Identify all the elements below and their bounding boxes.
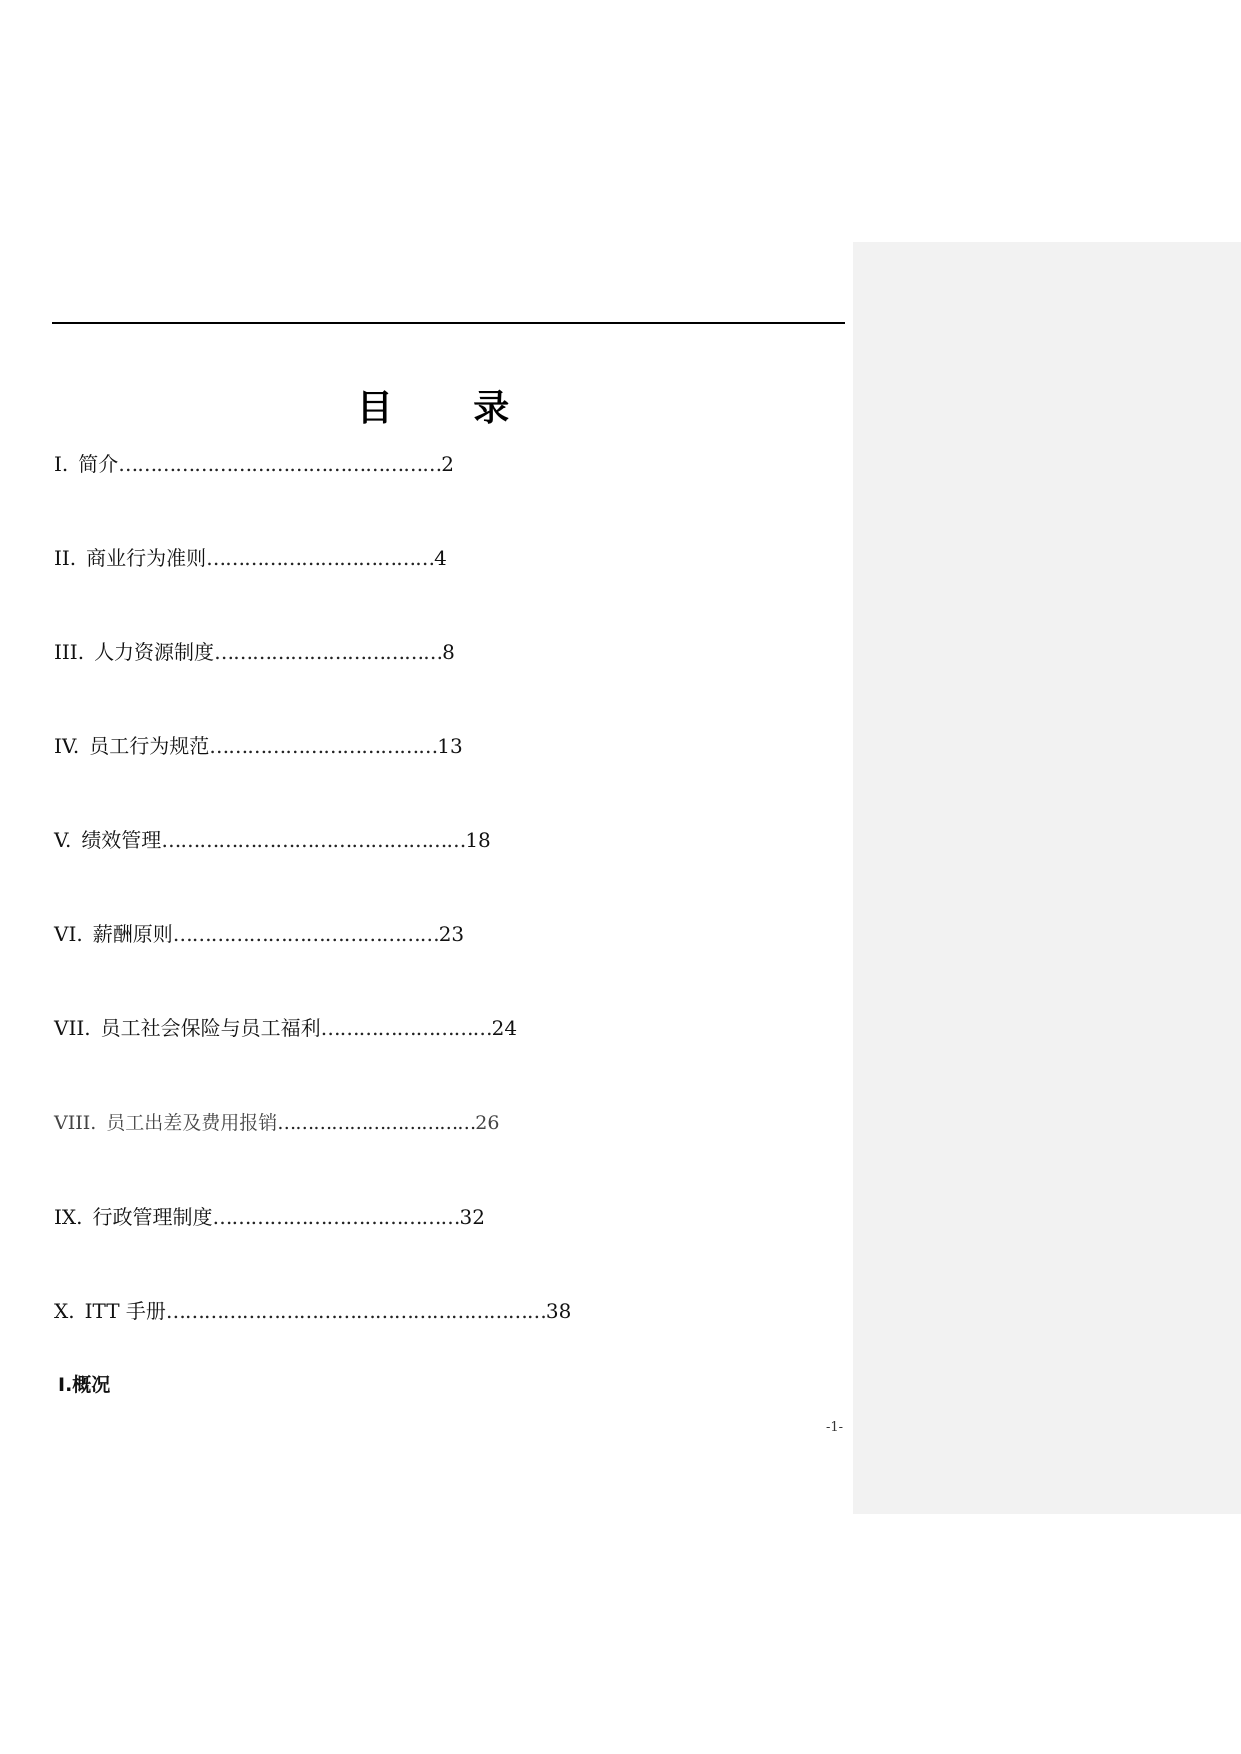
toc-entry-9[interactable] bbox=[54, 1202, 485, 1232]
toc-entry-title: 绩效管理 bbox=[81, 828, 162, 852]
toc-entry-6[interactable] bbox=[54, 919, 464, 949]
toc-entry-title: 人力资源制度 bbox=[94, 640, 215, 664]
toc-entry-3[interactable] bbox=[54, 637, 455, 667]
toc-entry-page: 32 bbox=[459, 1205, 485, 1229]
toc-leader-dots: ………………………………………… bbox=[161, 828, 466, 852]
toc-entry-number: X. bbox=[54, 1299, 75, 1323]
toc-leader-dots: …………………………………………… bbox=[118, 452, 442, 476]
toc-title: 目 录 bbox=[356, 388, 544, 429]
toc-entry-number: IV. bbox=[54, 734, 80, 758]
toc-entry-number: VI. bbox=[54, 922, 83, 946]
toc-entry-page: 23 bbox=[438, 922, 465, 946]
toc-entry-page: 24 bbox=[491, 1016, 518, 1040]
toc-entry-page: 38 bbox=[545, 1299, 572, 1323]
toc-entry-number: V. bbox=[54, 828, 72, 852]
toc-entry-number: VII. bbox=[54, 1016, 91, 1040]
toc-entry-title: 薪酬原则 bbox=[92, 922, 173, 946]
toc-entry-2[interactable] bbox=[54, 543, 447, 573]
toc-entry-title: 商业行为准则 bbox=[86, 546, 207, 570]
header-rule bbox=[52, 322, 845, 324]
toc-entry-title: 员工行为规范 bbox=[89, 734, 210, 758]
toc-entry-title: 员工社会保险与员工福利 bbox=[100, 1016, 321, 1040]
toc-entry-title: 简介 bbox=[78, 452, 119, 476]
toc-entry-title: 员工出差及费用报销 bbox=[106, 1112, 278, 1134]
toc-entry-7[interactable] bbox=[54, 1013, 517, 1043]
toc-entry-page: 2 bbox=[441, 452, 454, 476]
toc-leader-dots: …………………………………… bbox=[172, 922, 439, 946]
toc-entry-5[interactable] bbox=[54, 825, 491, 855]
toc-entry-title: ITT 手册 bbox=[84, 1299, 166, 1323]
toc-entry-page: 26 bbox=[475, 1112, 500, 1134]
toc-leader-dots: ………………………………… bbox=[212, 1205, 460, 1229]
toc-entry-number: II. bbox=[54, 546, 77, 570]
toc-entry-page: 4 bbox=[434, 546, 447, 570]
toc-leader-dots: …………………………………………………… bbox=[165, 1299, 546, 1323]
toc-leader-dots: ……………………… bbox=[320, 1016, 492, 1040]
toc-entry-page: 13 bbox=[437, 734, 463, 758]
toc-entry-page: 18 bbox=[465, 828, 491, 852]
page-number: -1- bbox=[826, 1420, 844, 1435]
toc-entry-10[interactable] bbox=[54, 1296, 571, 1326]
toc-leader-dots: ……………………………… bbox=[206, 546, 435, 570]
comment-pane bbox=[853, 242, 1241, 1514]
toc-entry-title: 行政管理制度 bbox=[92, 1205, 213, 1229]
toc-leader-dots: ……………………………… bbox=[214, 640, 443, 664]
toc-entry-number: I. bbox=[54, 452, 69, 476]
toc-entry-8[interactable] bbox=[54, 1108, 499, 1138]
toc-entry-4[interactable] bbox=[54, 731, 463, 761]
toc-leader-dots: …………………………… bbox=[277, 1112, 476, 1134]
toc-entry-1[interactable] bbox=[54, 449, 454, 479]
section-heading: Ⅰ.概况 bbox=[58, 1374, 111, 1396]
toc-entry-number: III. bbox=[54, 640, 85, 664]
toc-entry-number: IX. bbox=[54, 1205, 83, 1229]
toc-entry-number: VIII. bbox=[54, 1112, 97, 1134]
toc-entry-page: 8 bbox=[442, 640, 455, 664]
toc-leader-dots: ……………………………… bbox=[209, 734, 438, 758]
